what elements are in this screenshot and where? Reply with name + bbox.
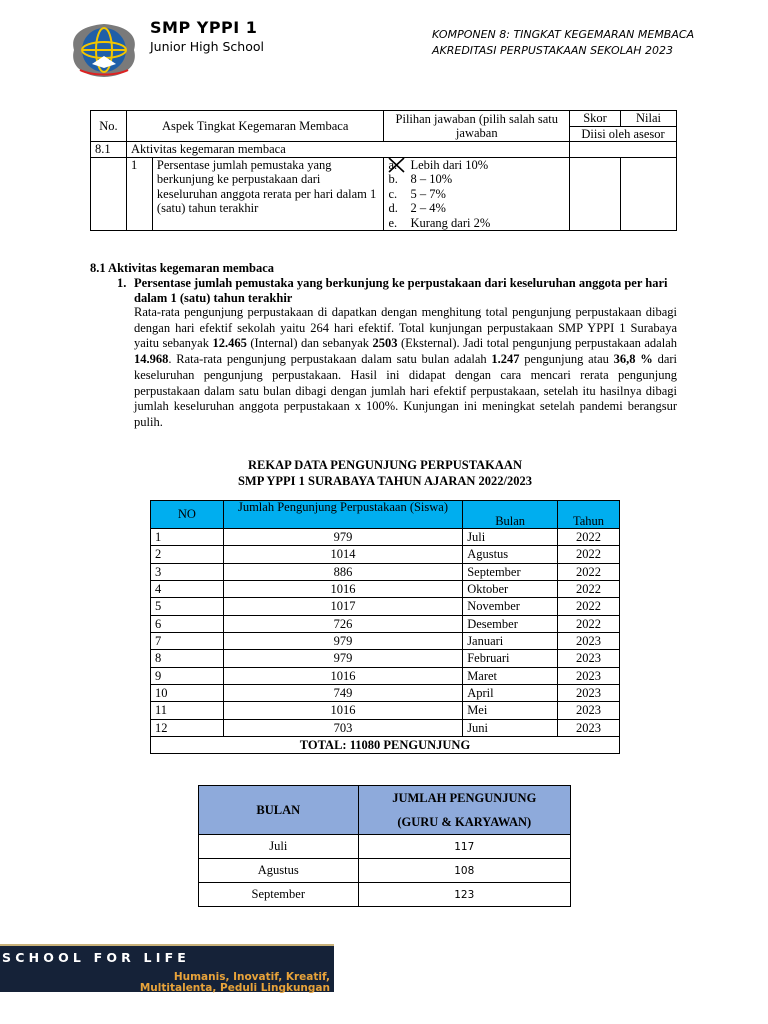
- recap-year: 2022: [558, 546, 620, 563]
- item-number: 1.: [117, 276, 127, 290]
- explanation-paragraph: Rata-rata pengunjung perpustakaan di dapatkan dengan menghitung total pengunjung perpustakaan dibagi dengan hari efektif sekolah yaitu 264 hari efektif. Total kunjungan perpustakaan SMP YPPI 1 Surabaya yaitu sebanyak 12.465 (Internal) dan sebanyak 2503 (Eksternal). Jadi total pengunjung perpustakaan adalah 14.968. Rata-rata pengunjung perpustakaan dalam satu bulan adalah 1.247 pengunjung atau 36,8 % dari keseluruhan pengunjung perpustakaan. Hasil ini didapat dengan cara mencari rerata pengunjung perpustakaan dalam satu bulan dibagi dengan jumlah hari efektif perpustakaan, setelah itu hasilnya dibagi jumlah keseluruhan anggota perpustakaan x 100%. Kunjungan ini meningkat setelah pandemi berangsur pulih.: [134, 305, 678, 429]
- recap-no: 2: [151, 546, 224, 563]
- option-c[interactable]: [388, 187, 565, 202]
- recap-month: Juli: [463, 529, 558, 546]
- option-label: 5 – 7%: [410, 186, 446, 201]
- recap-no: 4: [151, 581, 224, 598]
- recap-month: Maret: [463, 667, 558, 684]
- recap-table: [150, 500, 620, 754]
- total-count: 14.968: [134, 352, 169, 367]
- recap-count: 1014: [223, 546, 462, 563]
- recap-header-month: Bulan: [463, 501, 558, 529]
- footer-slogan: SCHOOL FOR LIFE: [2, 950, 191, 965]
- recap-month: Februari: [463, 650, 558, 667]
- recap-year: 2023: [558, 685, 620, 702]
- header-no: No.: [91, 111, 127, 142]
- recap-no: 5: [151, 598, 224, 615]
- item-text: Persentase jumlah pemustaka yang berkunjung ke perpustakaan dari keseluruhan anggota rerata per hari dalam 1 (satu) tahun terakhir: [152, 157, 384, 231]
- recap-month: September: [463, 563, 558, 580]
- staff-header-month: BULAN: [199, 786, 359, 835]
- staff-count: 117: [358, 835, 570, 859]
- table-row: [151, 546, 620, 563]
- recap-month: Mei: [463, 702, 558, 719]
- recap-count: 979: [223, 650, 462, 667]
- staff-visitor-table: [198, 785, 571, 907]
- component-title: KOMPONEN 8: TINGKAT KEGEMARAN MEMBACA: [432, 28, 695, 41]
- recap-title: [150, 457, 620, 489]
- recap-count: 1016: [223, 581, 462, 598]
- footer-values-line2: Multitalenta, Peduli Lingkungan: [139, 982, 330, 994]
- option-e[interactable]: [388, 216, 565, 231]
- recap-no: 3: [151, 563, 224, 580]
- option-key: a.: [388, 158, 410, 173]
- table-row: [151, 685, 620, 702]
- recap-header-year: Tahun: [558, 501, 620, 529]
- recap-year: 2023: [558, 719, 620, 736]
- table-row: [151, 615, 620, 632]
- recap-header-no: NO: [151, 501, 224, 529]
- section-score: [570, 142, 677, 158]
- option-a[interactable]: [388, 158, 565, 173]
- section-title: Aktivitas kegemaran membaca: [126, 142, 569, 158]
- recap-month: April: [463, 685, 558, 702]
- recap-year: 2023: [558, 650, 620, 667]
- table-row: [151, 529, 620, 546]
- recap-no: 12: [151, 719, 224, 736]
- recap-title-line2: SMP YPPI 1 SURABAYA TAHUN AJARAN 2022/2023: [237, 474, 533, 488]
- recap-month: Juni: [463, 719, 558, 736]
- item-heading-text: Persentase jumlah pemustaka yang berkunjung ke perpustakaan dari keseluruhan anggota per hari dalam 1 (satu) tahun terakhir: [134, 276, 668, 305]
- staff-header-count: JUMLAH PENGUNJUNG (GURU & KARYAWAN): [358, 786, 570, 835]
- option-list: [384, 157, 570, 231]
- header-value: Nilai: [621, 111, 677, 127]
- score-cell: [570, 157, 621, 231]
- item-heading: [117, 276, 677, 306]
- recap-month: November: [463, 598, 558, 615]
- recap-month: Januari: [463, 633, 558, 650]
- recap-no: 9: [151, 667, 224, 684]
- item-no: 1: [126, 157, 152, 231]
- option-label: Kurang dari 2%: [410, 215, 491, 230]
- recap-month: Oktober: [463, 581, 558, 598]
- staff-month: September: [199, 883, 359, 907]
- option-key: b.: [388, 172, 398, 186]
- option-label: 8 – 10%: [410, 172, 453, 186]
- recap-count: 703: [223, 719, 462, 736]
- header-assessor: Diisi oleh asesor: [570, 126, 677, 142]
- recap-count: 1016: [223, 667, 462, 684]
- value-cell: [621, 157, 677, 231]
- recap-title-line1: REKAP DATA PENGUNJUNG PERPUSTAKAAN: [248, 458, 522, 472]
- section-heading: 8.1 Aktivitas kegemaran membaca: [90, 261, 275, 275]
- section-no: 8.1: [91, 142, 127, 158]
- table-row: [151, 719, 620, 736]
- recap-count: 1016: [223, 702, 462, 719]
- table-row: [199, 859, 571, 883]
- table-row: [151, 650, 620, 667]
- option-key: e.: [388, 215, 398, 230]
- recap-count: 979: [223, 529, 462, 546]
- recap-year: 2023: [558, 702, 620, 719]
- recap-year: 2022: [558, 615, 620, 632]
- recap-no: 11: [151, 702, 224, 719]
- recap-count: 726: [223, 615, 462, 632]
- document-header: [432, 27, 694, 59]
- table-row: [151, 702, 620, 719]
- recap-year: 2023: [558, 667, 620, 684]
- table-row: [151, 667, 620, 684]
- recap-year: 2022: [558, 598, 620, 615]
- option-key: d.: [388, 201, 398, 215]
- recap-count: 886: [223, 563, 462, 580]
- recap-count: 979: [223, 633, 462, 650]
- option-b[interactable]: [388, 172, 565, 187]
- table-row: [151, 581, 620, 598]
- recap-no: 7: [151, 633, 224, 650]
- option-label: 2 – 4%: [410, 201, 446, 215]
- option-key: c.: [388, 186, 398, 201]
- option-d[interactable]: [388, 201, 565, 216]
- table-row: [151, 563, 620, 580]
- footer-banner: [0, 944, 334, 992]
- header-aspect: Aspek Tingkat Kegemaran Membaca: [126, 111, 383, 142]
- check-x-icon: [388, 157, 406, 173]
- staff-count: 108: [358, 859, 570, 883]
- aspect-table: [90, 110, 677, 231]
- table-row: [151, 598, 620, 615]
- recap-month: Agustus: [463, 546, 558, 563]
- table-row: [199, 883, 571, 907]
- recap-month: Desember: [463, 615, 558, 632]
- staff-month: Agustus: [199, 859, 359, 883]
- school-subtitle: Junior High School: [150, 39, 264, 54]
- table-row: [151, 633, 620, 650]
- recap-count: 1017: [223, 598, 462, 615]
- table-row: [199, 835, 571, 859]
- item-empty: [91, 157, 127, 231]
- internal-count: 12.465: [212, 336, 247, 351]
- recap-year: 2022: [558, 581, 620, 598]
- recap-year: 2022: [558, 529, 620, 546]
- recap-total: TOTAL: 11080 PENGUNJUNG: [151, 737, 620, 754]
- footer-values-line1: Humanis, Inovatif, Kreatif,: [173, 971, 330, 983]
- header-score: Skor: [570, 111, 621, 127]
- staff-count: 123: [358, 883, 570, 907]
- option-label: Lebih dari 10%: [410, 157, 489, 172]
- accreditation-title: AKREDITASI PERPUSTAKAAN SEKOLAH 2023: [432, 44, 674, 57]
- recap-year: 2023: [558, 633, 620, 650]
- visit-percent: 36,8 %: [613, 352, 653, 367]
- recap-no: 6: [151, 615, 224, 632]
- recap-count: 749: [223, 685, 462, 702]
- recap-no: 1: [151, 529, 224, 546]
- recap-no: 10: [151, 685, 224, 702]
- recap-year: 2022: [558, 563, 620, 580]
- staff-month: Juli: [199, 835, 359, 859]
- monthly-average: 1.247: [491, 352, 520, 367]
- header-choice: Pilihan jawaban (pilih salah satu jawaban: [384, 111, 570, 142]
- school-logo: [66, 20, 142, 80]
- external-count: 2503: [372, 336, 398, 351]
- recap-no: 8: [151, 650, 224, 667]
- school-name: SMP YPPI 1: [150, 18, 258, 37]
- recap-header-count: Jumlah Pengunjung Perpustakaan (Siswa): [223, 501, 462, 529]
